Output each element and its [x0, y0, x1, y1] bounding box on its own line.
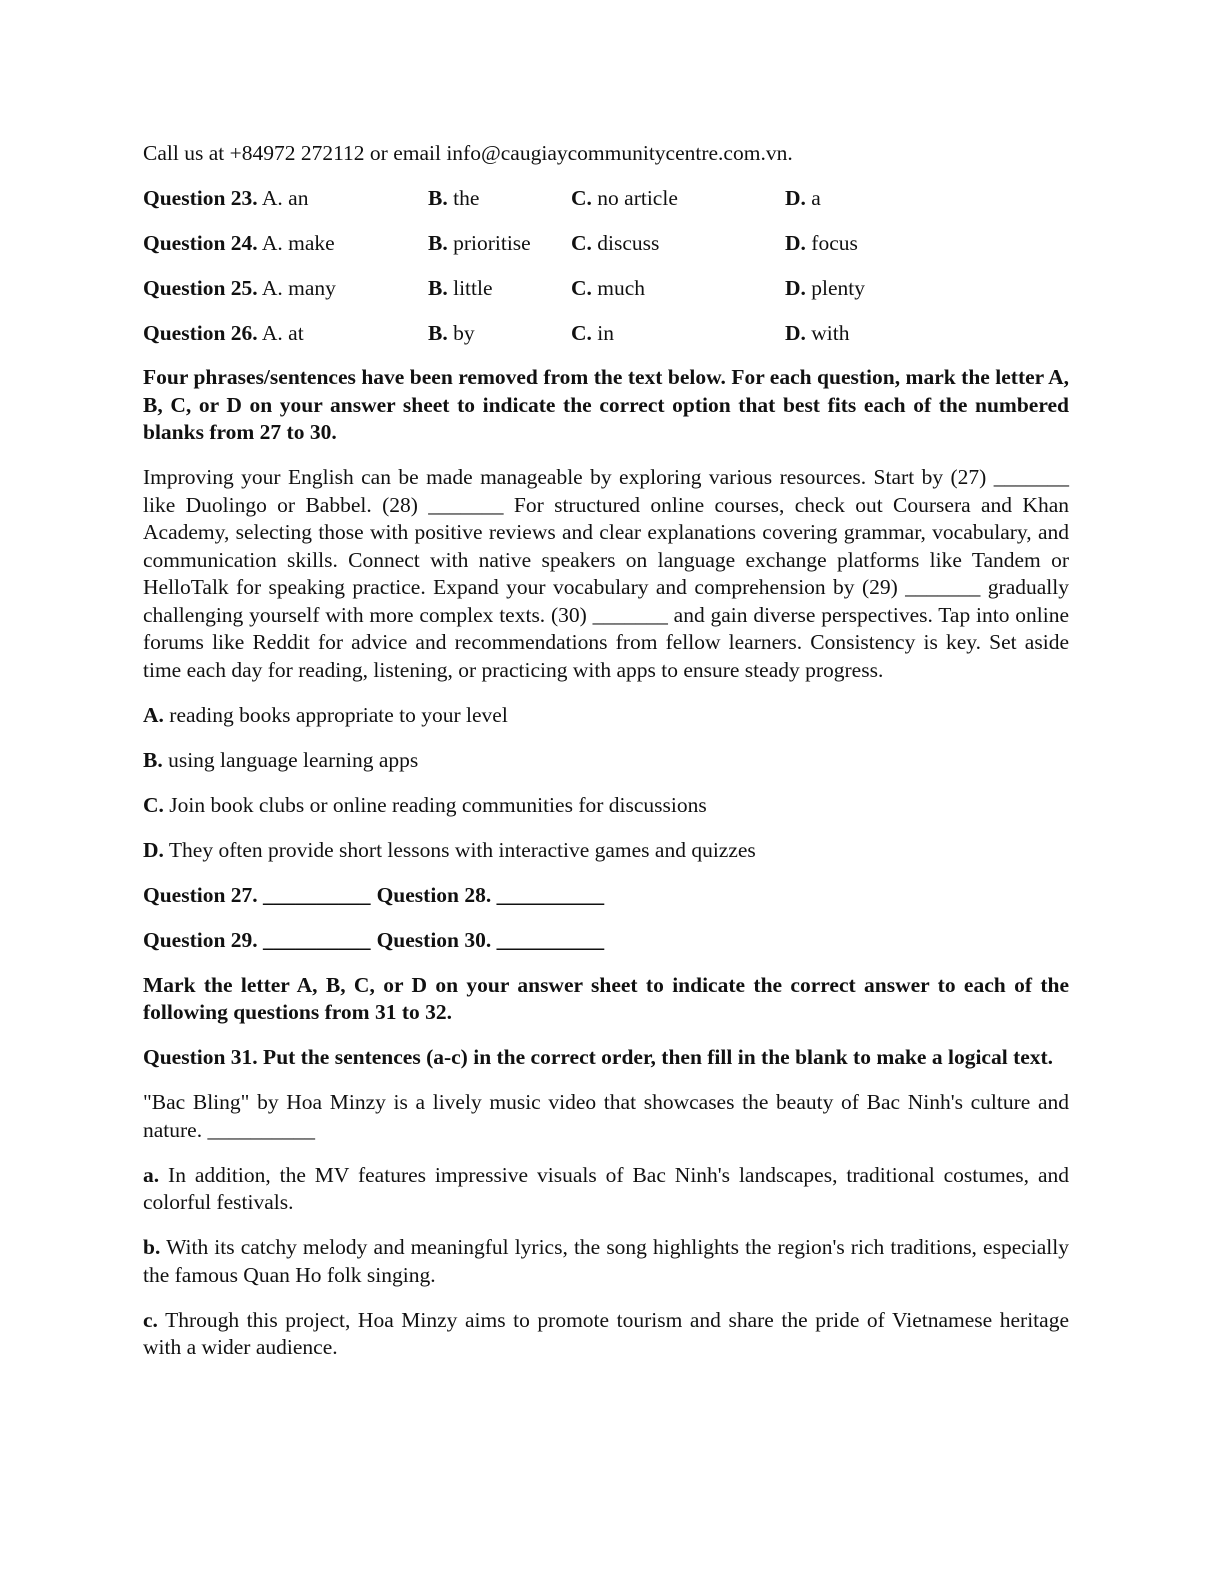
- option-text: discuss: [591, 231, 660, 255]
- sentence-a: [143, 1162, 1069, 1217]
- option-letter: C.: [571, 321, 592, 345]
- option-a: [143, 702, 1069, 730]
- sentence-text: Through this project, Hoa Minzy aims to promote tourism and share the pride of Vietnamese heritage with a wider audience.: [143, 1307, 1069, 1359]
- option-letter: C.: [143, 792, 164, 817]
- option-letter: B.: [428, 276, 448, 300]
- option-text: prioritise: [447, 231, 531, 255]
- sentence-letter: c.: [143, 1307, 158, 1332]
- option-letter: A.: [143, 702, 164, 727]
- question-label: Question 26.: [143, 321, 258, 345]
- question-25-option-b: [428, 275, 493, 303]
- question-24-option-b: [428, 230, 531, 258]
- option-text: plenty: [805, 276, 866, 300]
- question-label: Question 23.: [143, 186, 258, 210]
- question-25-option-d: [785, 275, 865, 303]
- option-letter: D.: [785, 231, 806, 255]
- option-text: Join book clubs or online reading communities for discussions: [163, 792, 707, 817]
- answer-row-29-30: [143, 927, 1069, 955]
- document-page: [143, 140, 1069, 1379]
- answer-row-27-28: [143, 882, 1069, 910]
- option-letter: B.: [428, 231, 448, 255]
- option-text: the: [447, 186, 480, 210]
- question-23: [143, 185, 1069, 213]
- option-c: [143, 792, 1069, 820]
- question-23-option-c: [571, 185, 678, 213]
- option-b: [143, 747, 1069, 775]
- option-text: little: [447, 276, 493, 300]
- option-text: in: [591, 321, 615, 345]
- option-text: reading books appropriate to your level: [163, 702, 508, 727]
- option-letter: C.: [571, 276, 592, 300]
- option-letter: D.: [143, 837, 164, 862]
- reading-passage: Improving your English can be made manageable by exploring various resources. Start by (27) _______ like Duolingo or Babbel. (28) _______ For structured online courses, check out Coursera and Khan Academy, selecting those with positive reviews and clear explanations covering grammar, vocabulary, and communication skills. Connect with native speakers on language exchange platforms like Tandem or HelloTalk for speaking practice. Expand your vocabulary and comprehension by (29) _______ gradually challenging yourself with more complex texts. (30) _______ and gain diverse perspectives. Tap into online forums like Reddit for advice and recommendations from fellow learners. Consistency is key. Set aside time each day for reading, listening, or practicing with apps to ensure steady progress.: [143, 465, 1069, 682]
- question-23-option-b: [428, 185, 479, 213]
- question-25-option-c: [571, 275, 645, 303]
- sentence-c: [143, 1307, 1069, 1362]
- question-31-prompt: Question 31. Put the sentences (a-c) in the correct order, then fill in the blank to make a logical text.: [143, 1045, 1054, 1069]
- option-text: no article: [591, 186, 678, 210]
- option-text: with: [805, 321, 850, 345]
- option-text: using language learning apps: [162, 747, 419, 772]
- option-letter: B.: [428, 186, 448, 210]
- question-26: [143, 320, 1069, 348]
- instruction-27-30: Four phrases/sentences have been removed from the text below. For each question, mark the letter A, B, C, or D on your answer sheet to indicate the correct option that best fits each of the numbered blanks from 27 to 30.: [143, 365, 1069, 444]
- option-text: A. an: [261, 186, 309, 210]
- option-letter: D.: [785, 276, 806, 300]
- option-letter: C.: [571, 231, 592, 255]
- question-31-intro: "Bac Bling" by Hoa Minzy is a lively music video that showcases the beauty of Bac Ninh's culture and nature. __________: [143, 1090, 1069, 1142]
- sentence-text: In addition, the MV features impressive visuals of Bac Ninh's landscapes, traditional costumes, and colorful festivals.: [143, 1162, 1069, 1214]
- answer-blank-29[interactable]: Question 29. __________: [143, 927, 371, 952]
- contact-line: Call us at +84972 272112 or email info@caugiaycommunitycentre.com.vn.: [143, 141, 793, 165]
- question-26-option-d: [785, 320, 850, 348]
- sentence-b: [143, 1234, 1069, 1289]
- question-25: [143, 275, 1069, 303]
- question-label: Question 25.: [143, 276, 258, 300]
- option-letter: D.: [785, 186, 806, 210]
- sentence-letter: b.: [143, 1235, 161, 1259]
- option-letter: C.: [571, 186, 592, 210]
- option-text: A. at: [261, 321, 304, 345]
- sentence-text: With its catchy melody and meaningful lyrics, the song highlights the region's rich traditions, especially the famous Quan Ho folk singing.: [143, 1235, 1069, 1287]
- option-letter: D.: [785, 321, 806, 345]
- question-24-option-a: [143, 230, 335, 258]
- option-text: They often provide short lessons with interactive games and quizzes: [163, 837, 756, 862]
- question-24-option-d: [785, 230, 858, 258]
- question-24: [143, 230, 1069, 258]
- question-24-option-c: [571, 230, 659, 258]
- question-26-option-b: [428, 320, 475, 348]
- question-label: Question 24.: [143, 231, 258, 255]
- option-text: a: [805, 186, 821, 210]
- instruction-31-32: Mark the letter A, B, C, or D on your answer sheet to indicate the correct answer to each of the following questions from 31 to 32.: [143, 972, 1069, 1024]
- question-26-option-a: [143, 320, 304, 348]
- question-26-option-c: [571, 320, 614, 348]
- question-25-option-a: [143, 275, 336, 303]
- option-text: A. many: [261, 276, 336, 300]
- option-letter: B.: [143, 747, 163, 772]
- answer-blank-28[interactable]: Question 28. __________: [376, 882, 605, 907]
- option-d: [143, 837, 1069, 865]
- answer-blank-27[interactable]: Question 27. __________: [143, 882, 371, 907]
- question-23-option-a: [143, 185, 308, 213]
- question-23-option-d: [785, 185, 821, 213]
- option-text: A. make: [261, 231, 335, 255]
- answer-blank-30[interactable]: Question 30. __________: [376, 927, 605, 952]
- option-text: focus: [805, 231, 858, 255]
- option-text: much: [591, 276, 646, 300]
- sentence-letter: a.: [143, 1162, 160, 1187]
- option-letter: B.: [428, 321, 448, 345]
- option-text: by: [447, 321, 475, 345]
